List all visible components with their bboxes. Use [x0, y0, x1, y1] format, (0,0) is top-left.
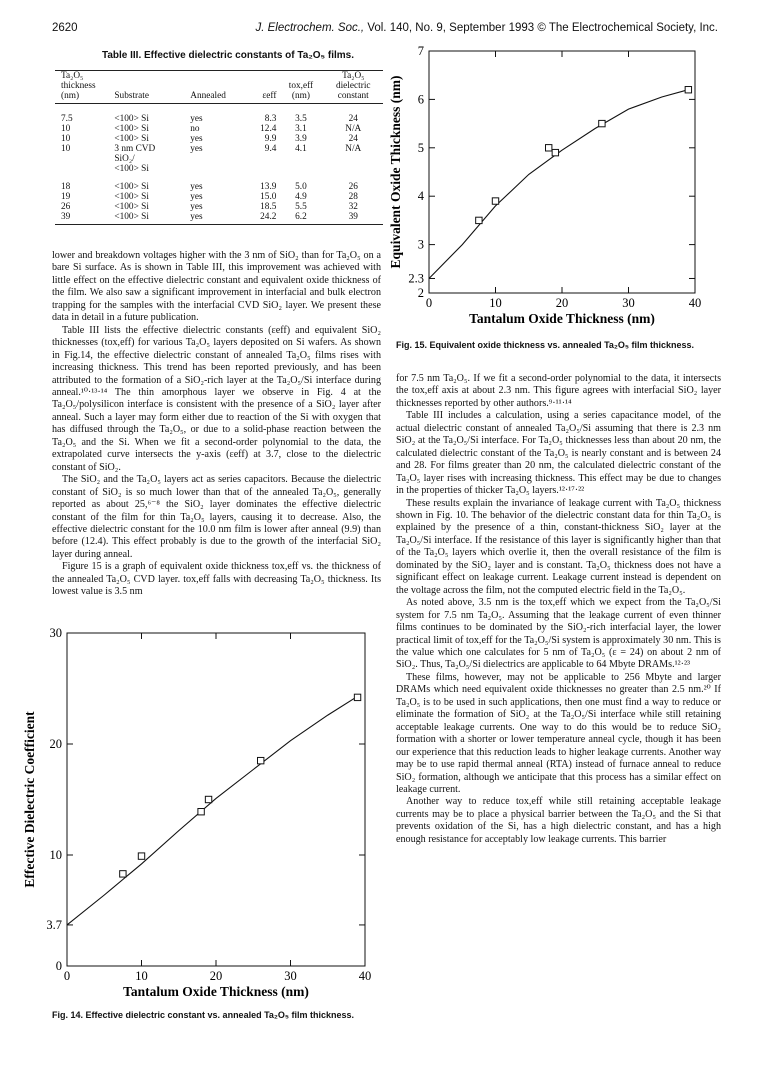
data-point: [258, 757, 264, 763]
x-tick-label: 20: [555, 296, 569, 310]
right-column-text: [396, 373, 721, 846]
table-row: [55, 144, 383, 154]
header-thickness: Ta₂O₅ thickness (nm): [55, 71, 112, 104]
table-cell: yes: [190, 192, 203, 202]
paragraph: As noted above, 3.5 nm is the tox,eff which we expect from the Ta₂O₅/Si system for 7.5 nm Ta₂O₅. Assuming that the leakage current of even thinner films continues to be dominated by the SiO₂-rich interfacial layer, the lower practical limit of tox,eff for the Ta₂O₅/Si system is approximately 30 nm. This is the value which one calculates for 5 nm of Ta₂O₅ (ε = 24) on about 2 nm of SiO₂. Thus, Ta₂O₅/Si dielectrics are applicable to 64 Mbyte DRAMs.¹²·²³: [396, 597, 721, 671]
table-cell: [188, 154, 243, 164]
table-cell: 26: [61, 202, 71, 212]
table-row: [55, 154, 383, 164]
table-cell: 6.2: [278, 212, 323, 225]
header-tox: tox,eff (nm): [278, 71, 323, 104]
paragraph: These results explain the invariance of leakage current with Ta₂O₅ thickness shown in Fig. 10. The behavior of the dielectric constant data for thin Ta₂O₅ is explained by the presence of a thin, constant-thickness SiO₂ layer at the Ta₂O₅/Si interface. If the resistance of this layer is significantly higher than that of the Ta₂O₅ layers which overlie it, then the overall resistance of the film is dominated by the SiO₂ layer and is constant. Ta₂O₅ thickness does not have a significant effect on leakage current. Leakage current instead is dependent on the voltage across the film, not the computed electric field in the Ta₂O₅.: [396, 497, 721, 596]
data-point: [685, 87, 691, 93]
left-column-text: [52, 250, 381, 599]
fig15-caption: Fig. 15. Equivalent oxide thickness vs. annealed Ta₂O₅ film thickness.: [396, 340, 695, 350]
running-header: [52, 22, 718, 38]
table-cell: 24: [348, 114, 358, 124]
x-tick-label: 40: [358, 969, 372, 983]
paragraph: Another way to reduce tox,eff while still retaining acceptable leakage currents may be to place a physical barrier between the Ta₂O₅ and the Si that prevents oxidation of the Si, has a high dielectric constant, and has a high enough resistance for acceptably low leakage currents. This barrier: [396, 796, 721, 845]
table-cell: yes: [190, 182, 203, 192]
paragraph: lower and breakdown voltages higher with the 3 nm of SiO₂ than for Ta₂O₅ on a bare Si surface. As is shown in Table III, this improvement was achieved with little effect on the effective dielectric constant and equivalent oxide thickness of the film. We also saw a significant improvement in interfacial and bulk electron trapping for the samples with the interfacial CVD SiO₂ layer. We present these data in detail in a future publication.: [52, 250, 381, 324]
paragraph: The SiO₂ and the Ta₂O₅ layers act as series capacitors. Because the dielectric constant of SiO₂ is so much lower than that of the annealed Ta₂O₅, generally reported as about 25,⁶⁻⁸ the SiO₂ layer dominates the effective dielectric constant of the film for thin Ta₂O₅ layers, causing it to decrease. Also, the effective dielectric constant for the 10.0 nm film is lower after anneal (9.9) than before (12.4). This effect probably is due to the growth of the interfacial SiO₂ layer during anneal.: [52, 474, 381, 560]
page-number: 2620: [52, 22, 78, 34]
x-tick-label: 0: [425, 296, 433, 310]
table-cell: [55, 154, 112, 164]
fit-curve: [67, 696, 358, 925]
table-cell: 12.4: [260, 124, 277, 134]
y-tick-label: 4: [417, 189, 424, 204]
table-cell: [244, 154, 279, 164]
table-cell: 10: [61, 124, 71, 134]
y-tick-label: 3: [417, 237, 424, 252]
header-annealed: Annealed: [188, 71, 243, 104]
data-point: [599, 120, 605, 126]
paragraph: Figure 15 is a graph of equivalent oxide thickness tox,eff vs. the thickness of the annealed Ta₂O₅ CVD layer. tox,eff falls with decreasing Ta₂O₅ thickness. Its lowest value is 3.5 nm: [52, 561, 381, 598]
table-cell: 24: [348, 134, 358, 144]
table-cell: [55, 164, 112, 174]
table-cell: 19: [61, 192, 71, 202]
table-row: [55, 192, 383, 202]
table-cell: SiO₂/: [114, 154, 135, 164]
table-cell: [278, 154, 323, 164]
data-point: [552, 149, 558, 155]
fit-curve: [429, 90, 688, 279]
table-cell: <100> Si: [114, 134, 149, 144]
plot-frame: [429, 51, 695, 293]
data-point: [205, 796, 211, 802]
x-tick-label: 10: [135, 969, 148, 983]
table-cell: yes: [188, 212, 243, 225]
table-cell: 9.9: [264, 134, 277, 144]
table-row: [55, 202, 383, 212]
table-cell: [324, 164, 383, 174]
table-row: [55, 174, 383, 192]
fig14-chart: [20, 610, 385, 1005]
y-tick-label: 0: [55, 959, 62, 973]
data-point: [198, 809, 204, 815]
table-cell: yes: [190, 134, 203, 144]
header-eeff: εeff: [244, 71, 279, 104]
table-cell: <100> Si: [114, 124, 149, 134]
x-tick-label: 30: [284, 969, 297, 983]
x-tick-label: 0: [63, 969, 71, 983]
table-cell: N/A: [345, 124, 362, 134]
x-tick-label: 10: [489, 296, 502, 310]
header-substrate: Substrate: [112, 71, 188, 104]
y-tick-label: 20: [49, 737, 62, 751]
data-point: [354, 694, 360, 700]
table-row: [55, 124, 383, 134]
y-tick-label: 30: [49, 626, 62, 640]
table-cell: 3.5: [295, 114, 307, 124]
table-cell: 15.0: [260, 192, 277, 202]
y-tick-label: 2: [417, 286, 424, 300]
table-cell: 18.5: [260, 202, 277, 212]
data-point: [120, 871, 126, 877]
header-dielectric: Ta₂O₅ dielectric constant: [324, 71, 383, 104]
table-cell: <100> Si: [114, 202, 149, 212]
y-tick-label: 6: [417, 92, 424, 107]
table-cell: <100> Si: [114, 182, 149, 192]
table-row: [55, 212, 383, 225]
table-cell: 13.9: [260, 182, 277, 192]
table-cell: <100> Si: [112, 212, 188, 225]
paragraph: Table III lists the effective dielectric constants (εeff) and equivalent SiO₂ thicknesses (tox,eff) for various Ta₂O₅ layers deposited on Si wafers. As shown in Fig.14, the effective dielectric constant of annealed Ta₂O₅ films rises with increasing thickness. This trend has been reported previously, and has been attributed to the formation of a SiO₂-rich layer at the Ta₂O₅/Si interface during anneal.¹⁰·¹³·¹⁴ The thin amorphous layer we observe in Fig. 4 at the Ta₂O₅/polysilicon interface is consistent with the presence of a SiO₂ layer after anneal. Such a layer may form either due to reaction of the Si with oxygen that has diffused through the Ta₂O₅, or due to a solid-phase reaction between the Ta₂O₅ and the Si. When we fit a second-order polynomial to the data, the extrapolated curve intersects the y-axis (εeff) at 3.7, close to the dielectric constant of SiO₂.: [52, 324, 381, 473]
table-header-row: [55, 71, 383, 104]
table-cell: 8.3: [264, 114, 277, 124]
y-tick-label: 10: [49, 848, 62, 862]
y-tick-label: 5: [417, 140, 424, 155]
x-axis-label: Tantalum Oxide Thickness (nm): [469, 311, 655, 326]
plot-frame: [67, 633, 365, 966]
table-cell: 3.9: [295, 134, 307, 144]
table-cell: 10: [61, 144, 71, 154]
fig14-caption: Fig. 14. Effective dielectric constant vs. annealed Ta₂O₅ film thickness.: [52, 1010, 355, 1020]
y-tick-label: 2.3: [408, 271, 424, 286]
y-axis-label: Effective Dielectric Coefficient: [22, 711, 37, 888]
table-cell: 4.1: [295, 144, 307, 154]
data-point: [492, 198, 498, 204]
x-tick-label: 20: [209, 969, 223, 983]
paragraph: These films, however, may not be applicable to 256 Mbyte and larger DRAMs which need equivalent oxide thicknesses no greater than 2.5 nm.²⁰ If Ta₂O₅ is to be used in such applications, then one must find a way to reduce or eliminate the formation of SiO₂ at the Ta₂O₅/Si interface while still retaining acceptable leakage currents. One way to do this would be to reduce SiO₂ formation with a shorter or lower temperature anneal cycle, though it has been our experience that this reduction leads to higher leakage currents. Another way may be to use rapid thermal anneal (RTA) instead of furnace anneal to reduce SiO₂ formation, although we anticipate that this process has a similar effect on leakage current.: [396, 671, 721, 795]
table-cell: 24.2: [244, 212, 279, 225]
table-cell: 5.0: [295, 182, 307, 192]
journal-citation: J. Electrochem. Soc., Vol. 140, No. 9, September 1993 © The Electrochemical Society, Inc.: [255, 22, 718, 34]
y-axis-label: Equivalent Oxide Thickness (nm): [388, 75, 403, 269]
table-cell: yes: [190, 202, 203, 212]
table-cell: 39: [55, 212, 112, 225]
table-cell: 9.4: [264, 144, 277, 154]
paragraph: Table III includes a calculation, using a series capacitance model, of the actual dielectric constant of annealed Ta₂O₅/Si assuming that there is 2.3 nm SiO₂ at the Ta₂O₅/Si interface. For Ta₂O₅ thicknesses less than about 20 nm, the calculated dielectric constant of the Ta₂O₅ is nearly constant and is between 24 and 28. For films greater than 20 nm, the calculated dielectric constant of the Ta₂O₅ layer rises with increasing thickness. This effect may be due to changes in the properties of thicker Ta₂O₅ layers.¹²·¹⁷·²²: [396, 410, 721, 497]
table-cell: [244, 164, 279, 174]
paragraph: for 7.5 nm Ta₂O₅. If we fit a second-order polynomial to the data, it intersects the tox,eff axis at about 2.3 nm. This figure agrees with interfacial SiO₂ layer thicknesses reported by other authors.⁹·¹¹·¹⁴: [396, 373, 721, 409]
table-cell: 26: [348, 182, 358, 192]
table-cell: 10: [61, 134, 71, 144]
table-cell: <100> Si: [114, 192, 149, 202]
table-cell: 39: [324, 212, 383, 225]
table-cell: [278, 164, 323, 174]
table-cell: 32: [348, 202, 358, 212]
x-tick-label: 30: [622, 296, 635, 310]
table-cell: 7.5: [61, 114, 73, 124]
table-cell: yes: [190, 114, 203, 124]
table-cell: 28: [348, 192, 358, 202]
table-title: Table III. Effective dielectric constants of Ta₂O₅ films.: [101, 50, 355, 61]
y-tick-label: 3.7: [46, 917, 62, 932]
table-row: [55, 134, 383, 144]
x-axis-label: Tantalum Oxide Thickness (nm): [123, 984, 309, 999]
table-cell: 3.1: [295, 124, 307, 134]
data-point: [476, 217, 482, 223]
table-cell: no: [190, 124, 200, 134]
table-row: [55, 164, 383, 174]
table-cell: <100> Si: [114, 114, 149, 124]
table-cell: <100> Si: [114, 164, 149, 174]
table-cell: 4.9: [295, 192, 307, 202]
table-cell: N/A: [345, 144, 362, 154]
data-point: [138, 853, 144, 859]
table-cell: yes: [190, 144, 203, 154]
table-cell: 5.5: [295, 202, 307, 212]
data-point: [546, 145, 552, 151]
table-cell: [188, 164, 243, 174]
table-cell: 18: [61, 182, 71, 192]
dielectric-table: [55, 70, 383, 225]
table-row: [55, 104, 383, 125]
x-tick-label: 40: [688, 296, 702, 310]
table-cell: [324, 154, 383, 164]
table-cell: 3 nm CVD: [114, 144, 156, 154]
y-tick-label: 7: [417, 44, 424, 58]
fig15-chart: [385, 40, 720, 340]
